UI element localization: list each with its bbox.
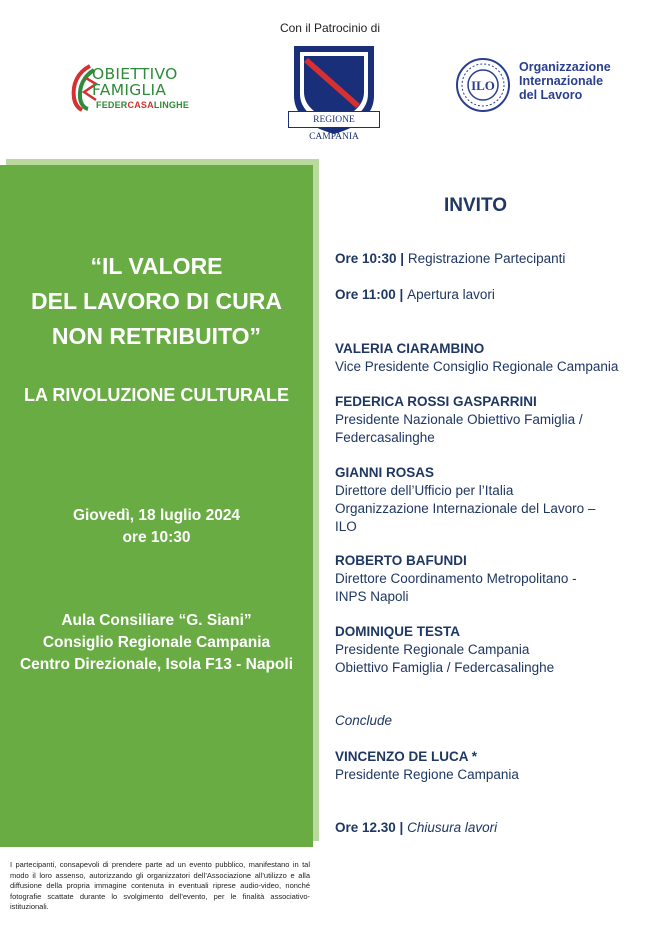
regione-campania-label: REGIONE CAMPANIA <box>288 111 380 128</box>
speaker-role: Obiettivo Famiglia / Federcasalinghe <box>335 660 555 675</box>
speaker-name: ROBERTO BAFUNDI <box>335 553 467 568</box>
patrocinio-label: Con il Patrocinio di <box>279 21 381 35</box>
location-line-2: Consiglio Regionale Campania <box>42 634 271 651</box>
ilo-line3: del Lavoro <box>519 88 583 102</box>
speaker-name: DOMINIQUE TESTA <box>335 624 461 639</box>
event-title <box>0 249 313 354</box>
invito-heading: INVITO <box>444 195 507 216</box>
program-end <box>335 820 497 835</box>
speaker-role: Direttore dell’Ufficio per l’Italia <box>335 483 514 498</box>
speaker-role: Presidente Nazionale Obiettivo Famiglia / <box>335 412 583 427</box>
ilo-name <box>519 60 611 102</box>
logo-sub-feder: FEDER <box>96 100 128 110</box>
program-time: Ore 10:30 <box>335 251 397 266</box>
program-end-separator: | <box>395 820 408 835</box>
obiettivo-logo-line2: FAMIGLIA <box>92 81 167 99</box>
event-time: ore 10:30 <box>122 529 191 546</box>
location-line-1: Aula Consiliare “G. Siani” <box>61 612 252 629</box>
program-end-text: Chiusura lavori <box>407 820 498 835</box>
ilo-emblem-icon <box>455 57 511 113</box>
program-item <box>335 251 565 266</box>
logo-sub-linghe: LINGHE <box>153 100 190 110</box>
program-time: Ore 11:00 <box>335 287 396 302</box>
event-location <box>0 610 313 676</box>
program-text: Apertura lavori <box>407 287 495 302</box>
speaker-name: FEDERICA ROSSI GASPARRINI <box>335 394 537 409</box>
closing-speaker-role: Presidente Regione Campania <box>335 767 519 782</box>
speaker-name: VALERIA CIARAMBINO <box>335 341 485 356</box>
event-panel <box>0 165 313 847</box>
closing-speaker-name: VINCENZO DE LUCA * <box>335 749 478 764</box>
privacy-disclaimer: I partecipanti, consapevoli di prendere parte ad un evento pubblico, manifestano in tal modo il loro assenso, autorizzando gli organizzatori dell’Associazione all’utilizzo e alla diffusione della propria immagine contenuta in eventuali riprese audio-video, nonché fotografie scattate durante lo svolgimento dell’evento, per le finalità associativo-istituzionali. <box>10 860 310 911</box>
title-line-2: DEL LAVORO DI CURA <box>31 288 282 314</box>
speaker-role: INPS Napoli <box>335 589 409 604</box>
conclude-label: Conclude <box>335 713 393 728</box>
ilo-line2: Internazionale <box>519 74 604 88</box>
title-line-1: “IL VALORE <box>90 253 223 279</box>
obiettivo-logo-line1: OBIETTIVO <box>92 65 178 83</box>
title-line-3: NON RETRIBUITO” <box>51 323 262 349</box>
speaker-role: Federcasalinghe <box>335 430 435 445</box>
obiettivo-famiglia-logo <box>66 58 216 118</box>
speaker-role: ILO <box>335 519 357 534</box>
event-date: Giovedì, 18 luglio 2024 <box>72 507 241 524</box>
logo-sub-casa: CASA <box>127 100 154 110</box>
program-separator: | <box>395 287 408 302</box>
program-end-time: Ore 12.30 <box>335 820 396 835</box>
program-separator: | <box>396 251 408 266</box>
speaker-name: GIANNI ROSAS <box>335 465 435 480</box>
ilo-emblem-text: ILO <box>471 78 495 93</box>
program-text: Registrazione Partecipanti <box>407 251 566 266</box>
speaker-role: Direttore Coordinamento Metropolitano - <box>335 571 577 586</box>
event-subtitle: LA RIVOLUZIONE CULTURALE <box>24 385 289 405</box>
program-item <box>335 287 495 302</box>
speaker-role: Organizzazione Internazionale del Lavoro – <box>335 501 596 516</box>
ilo-line1: Organizzazione <box>519 60 611 74</box>
location-line-3: Centro Direzionale, Isola F13 - Napoli <box>19 656 294 673</box>
speaker-role: Vice Presidente Consiglio Regionale Campania <box>335 359 619 374</box>
speaker-role: Presidente Regionale Campania <box>335 642 530 657</box>
event-datetime <box>0 505 313 549</box>
